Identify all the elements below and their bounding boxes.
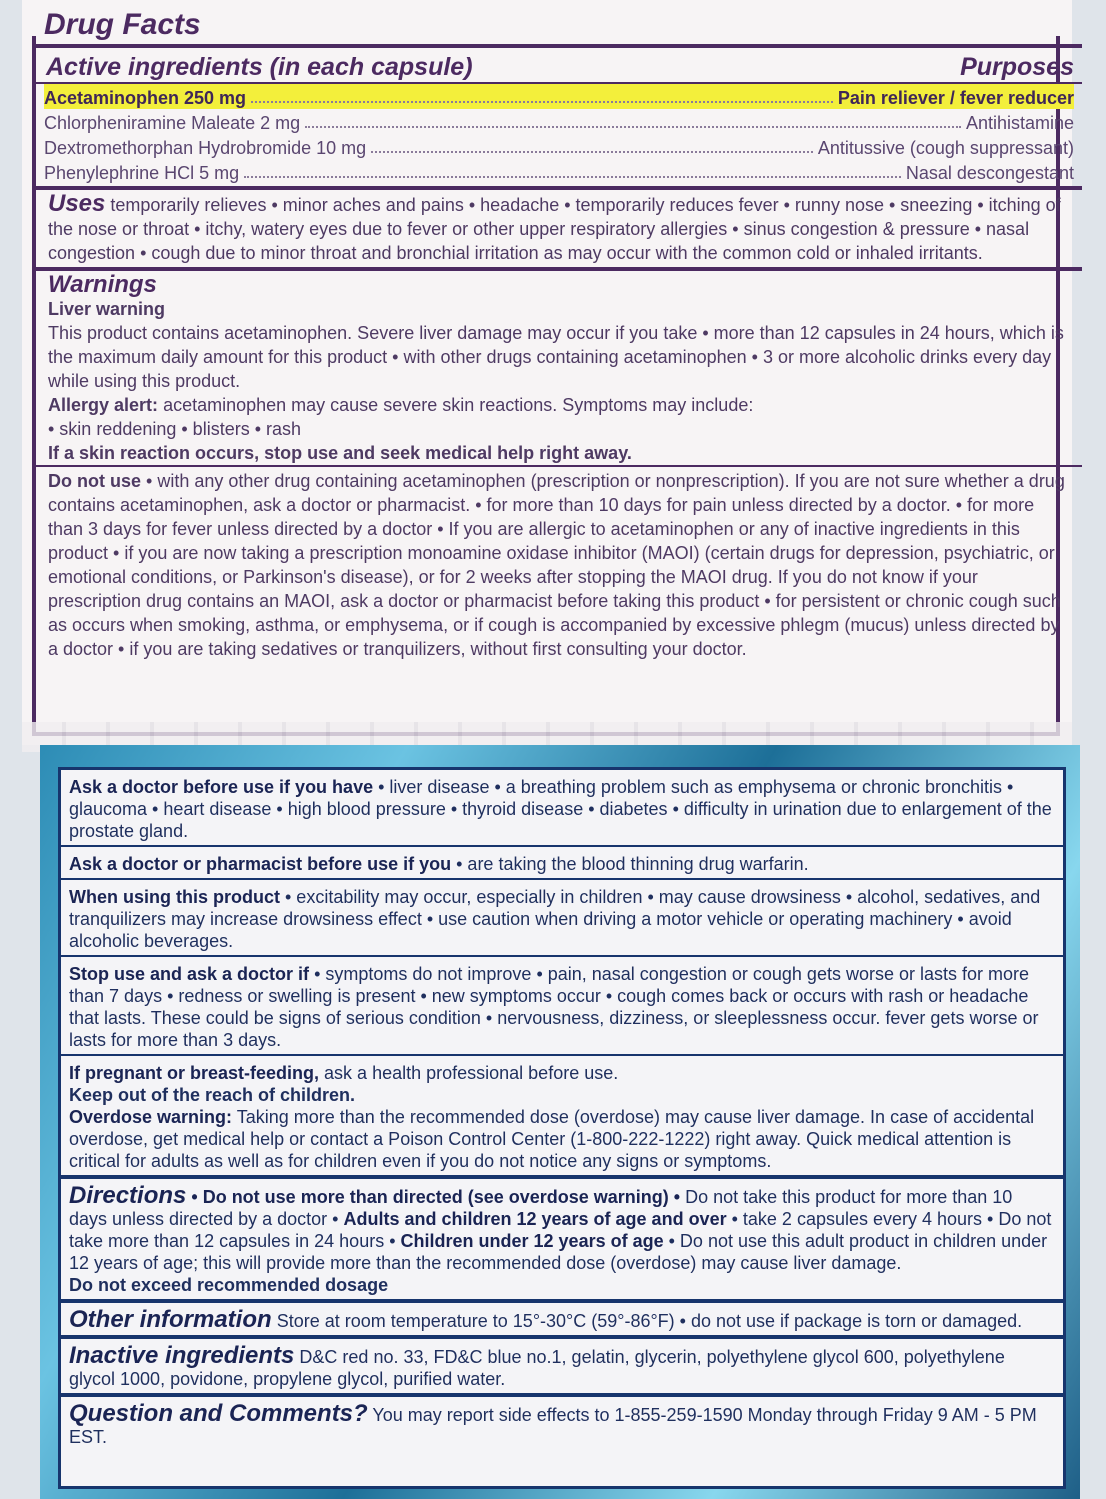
do-not-use-title: Do not use: [48, 471, 141, 491]
allergy-alert-title: Allergy alert:: [48, 395, 159, 415]
purposes-title: Purposes: [960, 53, 1074, 81]
ingredient-purpose: Antitussive (cough suppressant): [817, 138, 1074, 158]
other-information-section: [61, 1303, 1063, 1339]
drug-facts-header: [44, 8, 1074, 661]
ingredient-row: [44, 109, 1074, 134]
drug-facts-box-top: [32, 8, 1074, 736]
bottom-package-panel: [40, 745, 1080, 1499]
uses-title: Uses: [48, 190, 106, 217]
directions-bold-2: Adults and children 12 years of age and over: [343, 1209, 727, 1229]
overdose-text: Taking more than the recommended dose (overdose) may cause liver damage. In case of accidental overdose, get medical help or contact a Poison Control Center (1-800-222-1222) right away. Quick medical attention is critical for adults as well as for children even if you do not notice any signs or symptoms.: [69, 1107, 1035, 1171]
overdose-title: Overdose warning:: [69, 1107, 233, 1127]
ingredient-purpose: Nasal descongestant: [905, 163, 1074, 183]
allergy-alert-text: acetaminophen may cause severe skin reactions. Symptoms may include:: [163, 395, 754, 415]
ask-pharmacist-title: Ask a doctor or pharmacist before use if you: [69, 854, 452, 874]
pregnant-text: ask a health professional before use.: [324, 1063, 619, 1083]
ask-doctor-section: [61, 770, 1063, 847]
do-not-use-section: [44, 467, 1074, 661]
top-package-panel: [22, 0, 1072, 745]
allergy-symptom-list: • skin reddening • blisters • rash: [48, 419, 302, 439]
inactive-ingredients-text: D&C red no. 33, FD&C blue no.1, gelatin, glycerin, polyethylene glycol 600, polyethylene glycol 1000, povidone, propylene glycol, purified water.: [69, 1347, 1005, 1389]
when-using-section: [61, 880, 1063, 957]
ingredient-row: [44, 159, 1074, 184]
directions-bold-4: Do not exceed recommended dosage: [69, 1275, 389, 1295]
pregnancy-overdose-section: [61, 1056, 1063, 1179]
ingredient-purpose: Pain reliever / fever reducer: [837, 88, 1074, 108]
stop-use-text: • symptoms do not improve • pain, nasal congestion or cough gets worse or lasts for more than 7 days • redness or swelling is present • new symptoms occur • cough comes back or occurs with rash or headache that lasts. These could be signs of serious condition • nervousness, dizziness, or sleeplessness occur. fever gets worse or lasts for more than 3 days.: [69, 964, 1039, 1050]
ingredient-row: [44, 84, 1074, 109]
questions-text: You may report side effects to 1-855-259-1590 Monday through Friday 9 AM - 5 PM EST.: [69, 1405, 1037, 1447]
directions-text-3: • Do not use this adult product in children under 12 years of age; this will provide more than the recommended dose (overdose) may cause liver damage.: [69, 1231, 1048, 1273]
questions-section: [61, 1397, 1063, 1451]
ask-doctor-text: • liver disease • a breathing problem such as emphysema or chronic bronchitis • glaucoma • heart disease • high blood pressure • thyroid disease • diabetes • difficulty in urination due to enlargement of the prostate gland.: [69, 777, 1052, 841]
ask-pharmacist-section: [61, 847, 1063, 880]
ingredient-name: Dextromethorphan Hydrobromide 10 mg: [44, 138, 367, 158]
active-ingredients-header: [44, 48, 1074, 82]
other-information-title: Other information: [69, 1306, 272, 1333]
warnings-title: Warnings: [48, 271, 157, 298]
inactive-ingredients-title: Inactive ingredients: [69, 1342, 295, 1369]
liver-warning-title: Liver warning: [48, 299, 166, 319]
ask-doctor-title: Ask a doctor before use if you have: [69, 777, 374, 797]
stop-use-title: Stop use and ask a doctor if: [69, 964, 310, 984]
uses-text: temporarily relieves • minor aches and pains • headache • temporarily reduces fever • runny nose • sneezing • itching of the nose or throat • itchy, watery eyes due to fever or other upper respiratory allergies • sinus congestion & pressure • nasal congestion • cough due to minor throat and bronchial irritation as may occur with the common cold or inhaled irritants.: [48, 195, 1061, 263]
other-information-text: Store at room temperature to 15°-30°C (59°-86°F) • do not use if package is torn or damaged.: [276, 1311, 1023, 1331]
inactive-ingredients-section: [61, 1339, 1063, 1397]
directions-text-2: • take 2 capsules every 4 hours • Do not take more than 12 capsules in 24 hours •: [69, 1209, 1052, 1251]
ingredient-name: Phenylephrine HCl 5 mg: [44, 163, 240, 183]
drug-facts-box-bottom: [58, 767, 1066, 1489]
directions-section: [61, 1179, 1063, 1303]
ingredient-row: [44, 134, 1074, 159]
stop-use-section: [61, 957, 1063, 1056]
liver-warning-text: This product contains acetaminophen. Severe liver damage may occur if you take • more than 12 capsules in 24 hours, which is the maximum daily amount for this product • with other drugs containing acetaminophen • 3 or more alcoholic drinks every day while using this product.: [48, 323, 1064, 391]
when-using-title: When using this product: [69, 887, 280, 907]
keep-out-text: Keep out of the reach of children.: [69, 1085, 356, 1105]
directions-title: Directions: [69, 1182, 187, 1209]
directions-bold-3: Children under 12 years of age: [400, 1231, 664, 1251]
directions-text-1: Do not take this product for more than 10 days unless directed by a doctor •: [69, 1187, 1013, 1229]
ingredient-name: Acetaminophen 250 mg: [44, 88, 247, 108]
warnings-section: [44, 271, 1074, 465]
uses-section: [44, 190, 1074, 265]
questions-title: Question and Comments?: [69, 1400, 368, 1427]
pregnant-title: If pregnant or breast-feeding,: [69, 1063, 320, 1083]
ingredient-purpose: Antihistamine: [965, 113, 1074, 133]
do-not-use-text: • with any other drug containing acetaminophen (prescription or nonprescription). If you are not sure whether a drug contains acetaminophen, ask a doctor or pharmacist. • for more than 10 days for pain unless directed by a doctor. • for more than 3 days for fever unless directed by a doctor • If you are allergic to acetaminophen or any of inactive ingredients in this product • if you are now taking a prescription monoamine oxidase inhibitor (MAOI) (certain drugs for depression, psychiatric, or emotional conditions, or Parkinson's disease), or for 2 weeks after stopping the MAOI drug. If you do not know if your prescription drug contains an MAOI, ask a doctor or pharmacist before taking this product • for persistent or chronic cough such as occurs when smoking, asthma, or emphysema, or if cough is accompanied by excessive phlegm (mucus) unless directed by a doctor • if you are taking sedatives or tranquilizers, without first consulting your doctor.: [48, 471, 1065, 659]
when-using-text: • excitability may occur, especially in children • may cause drowsiness • alcohol, sedatives, and tranquilizers may increase drowsiness effect • use caution when driving a motor vehicle or operating machinery • avoid alcoholic beverages.: [69, 887, 1041, 951]
allergy-stop-text: If a skin reaction occurs, stop use and seek medical help right away.: [48, 443, 632, 463]
ingredient-name: Chlorpheniramine Maleate 2 mg: [44, 113, 301, 133]
ask-pharmacist-text: • are taking the blood thinning drug warfarin.: [456, 854, 809, 874]
directions-bold-1: • Do not use more than directed (see overdose warning) •: [191, 1187, 681, 1207]
drug-facts-title: Drug Facts: [44, 8, 201, 41]
active-ingredients-title: Active ingredients (in each capsule): [46, 53, 473, 81]
